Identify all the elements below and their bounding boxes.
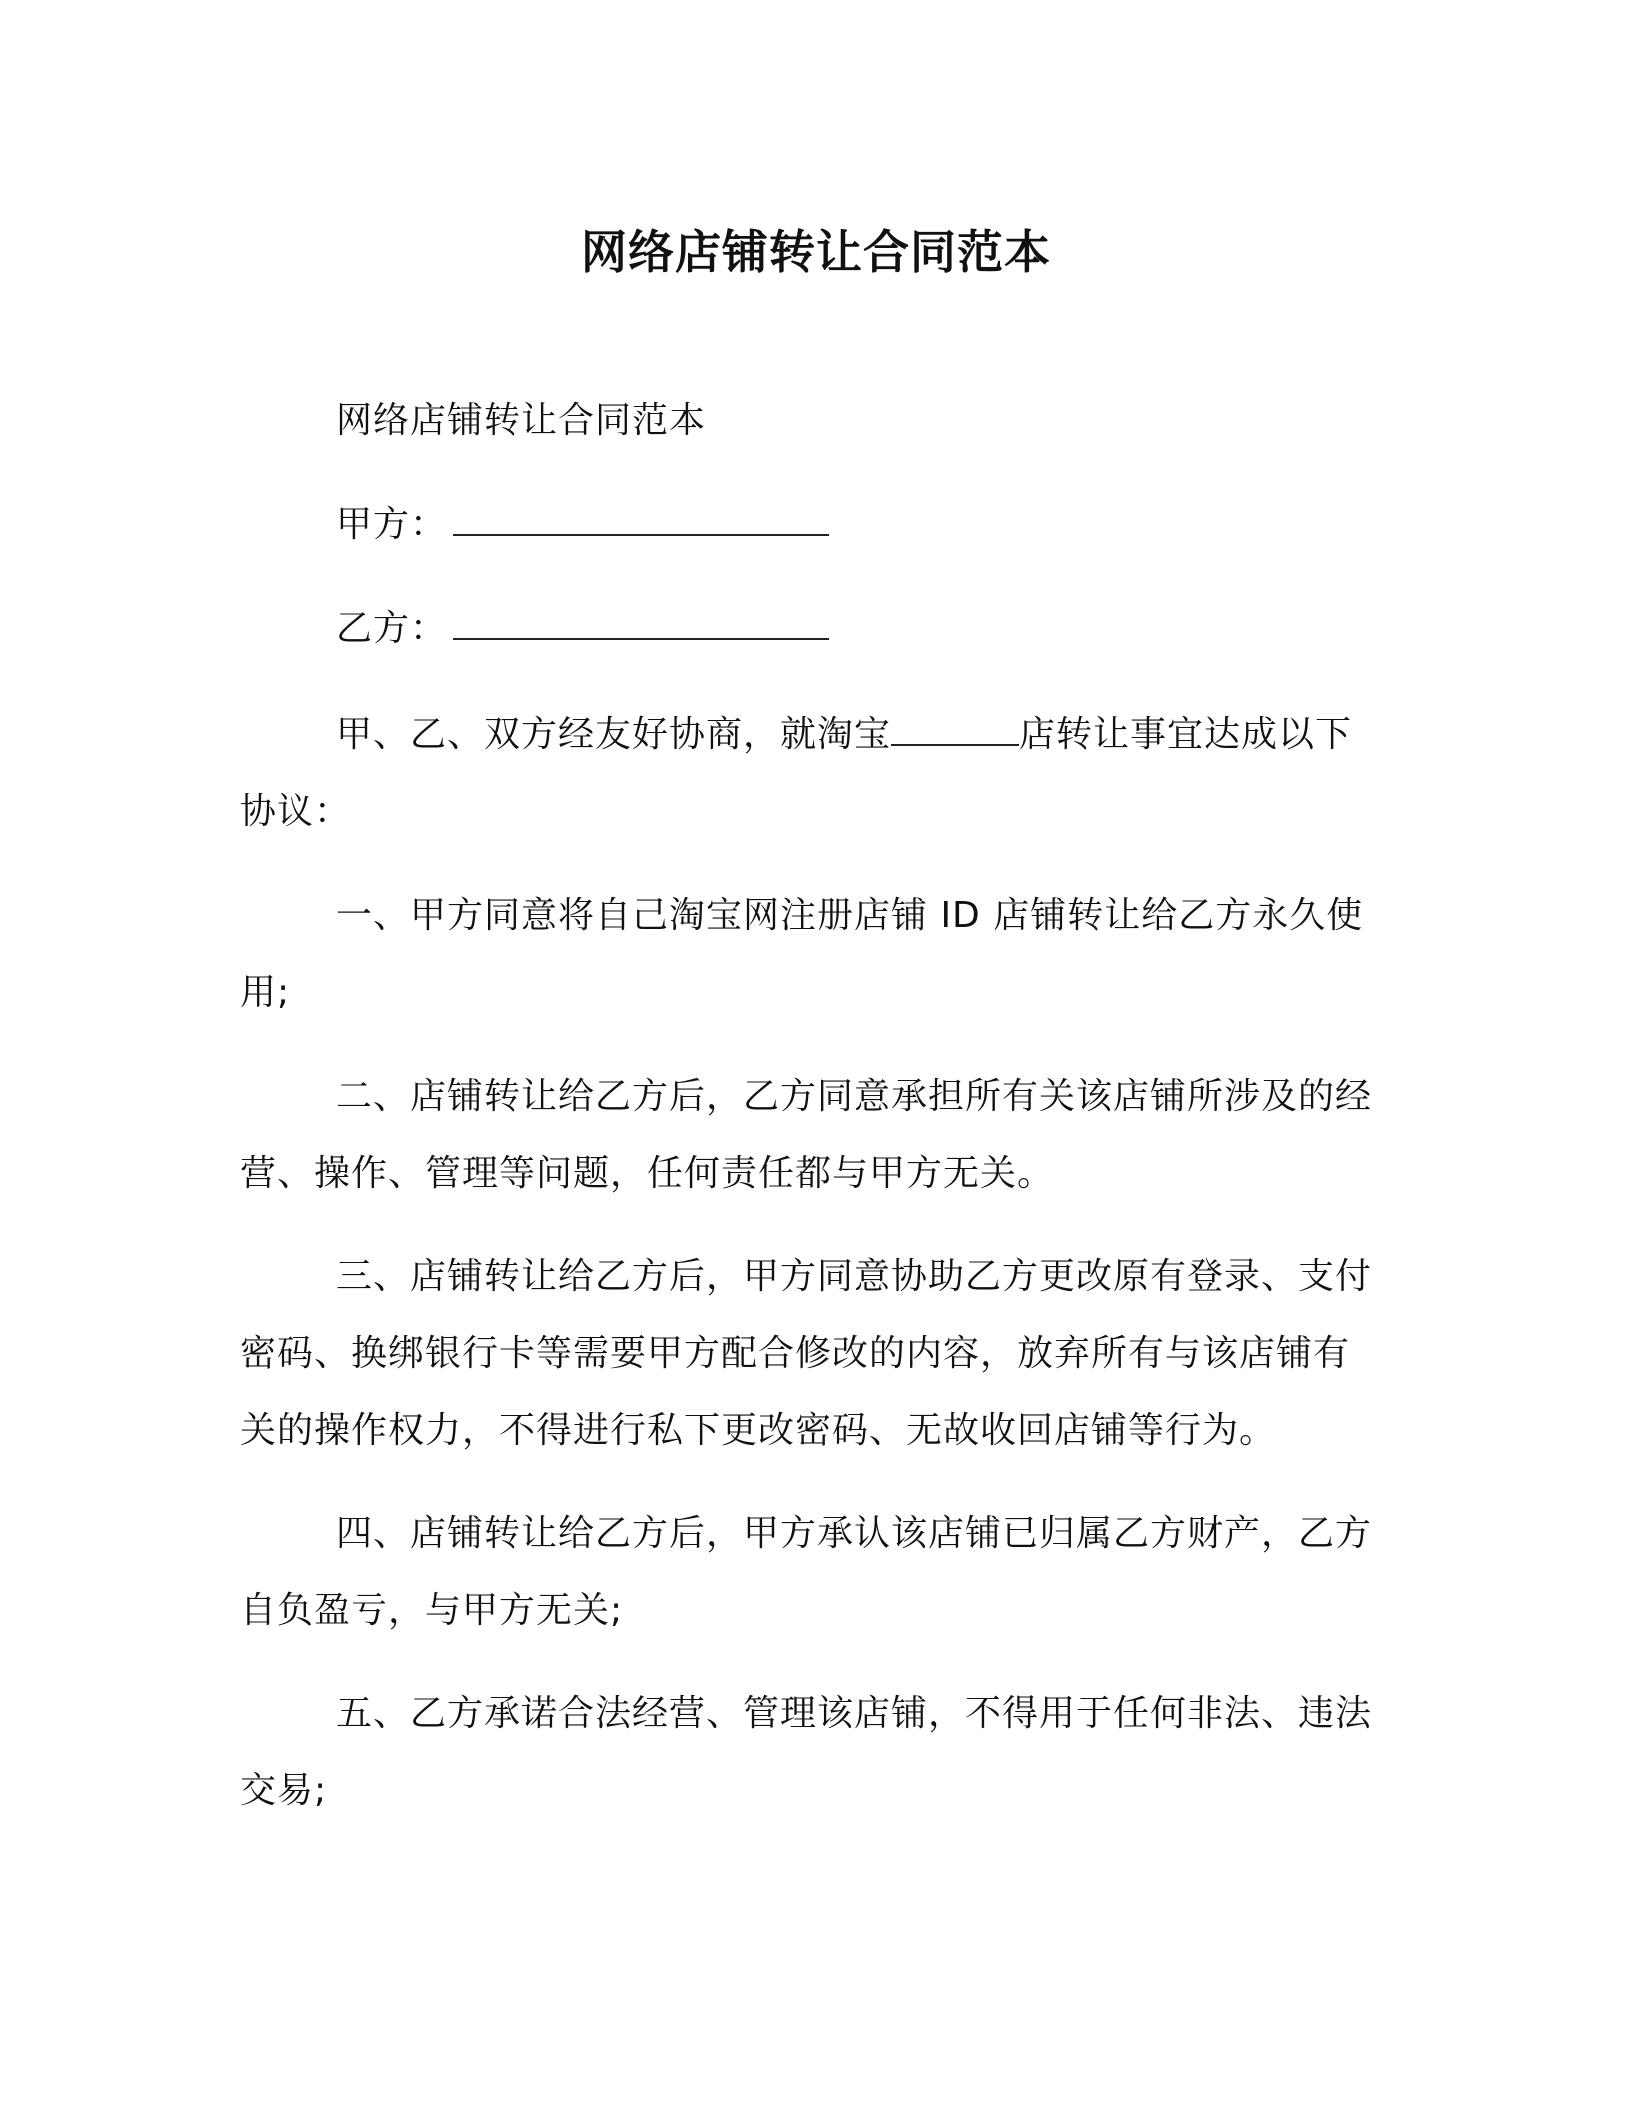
intro-text-after: 店转让事宜达成以下协议： [240,714,1353,832]
document-subtitle: 网络店铺转让合同范本 [336,400,707,441]
party-a-line [336,500,829,550]
intro-paragraph [240,696,1375,850]
shop-name-blank [891,714,1019,746]
party-b-label: 乙方： [336,608,448,649]
party-a-blank [453,504,829,536]
party-b-blank [453,608,829,640]
clause-2: 二、店铺转让给乙方后，乙方同意承担所有关该店铺所涉及的经营、操作、管理等问题，任何责任都与甲方无关。 [240,1076,1373,1194]
clause-5: 五、乙方承诺合法经营、管理该店铺，不得用于任何非法、违法交易; [240,1693,1373,1811]
document-title: 网络店铺转让合同范本 [581,225,1051,279]
clause-3: 三、店铺转让给乙方后，甲方同意协助乙方更改原有登录、支付密码、换绑银行卡等需要甲方配合修改的内容，放弃所有与该店铺有关的操作权力，不得进行私下更改密码、无故收回店铺等行为。 [240,1256,1373,1451]
intro-text-before: 甲、乙、双方经友好协商，就淘宝 [336,714,892,755]
clause-4: 四、店铺转让给乙方后，甲方承认该店铺已归属乙方财产，乙方自负盈亏，与甲方无关; [240,1513,1373,1631]
clause-1: 一、甲方同意将自己淘宝网注册店铺 ID 店铺转让给乙方永久使用; [240,895,1364,1013]
party-a-label: 甲方： [336,504,448,545]
party-b-line [336,604,829,654]
